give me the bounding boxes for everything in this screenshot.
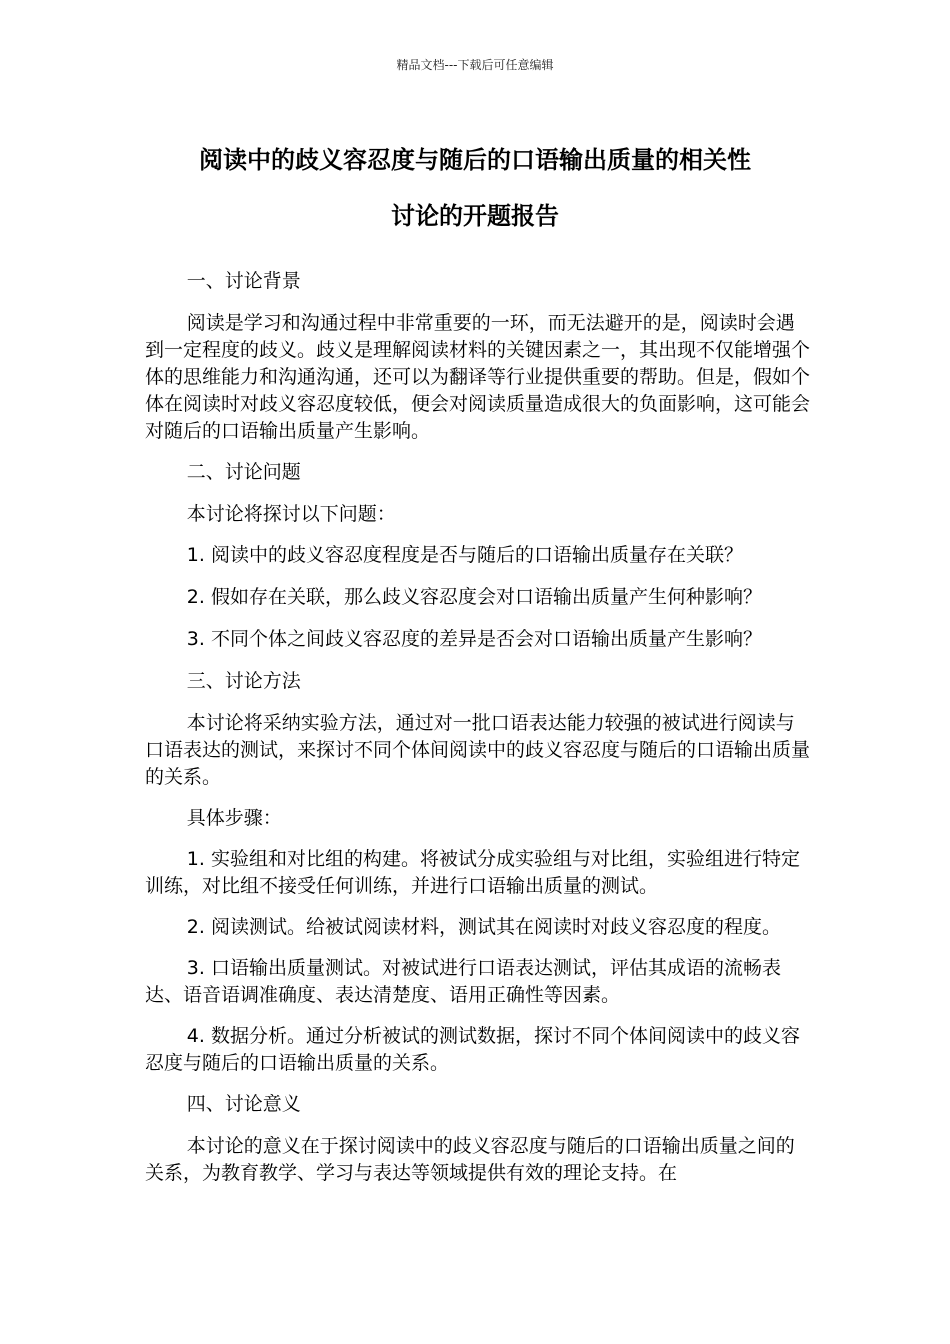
significance-paragraph: 本讨论的意义在于探讨阅读中的歧义容忍度与随后的口语输出质量之间的关系，为教育教学、学习与表达等领域提供有效的理论支持。在 xyxy=(145,1135,795,1184)
section-heading-significance: 四、讨论意义 xyxy=(186,1093,301,1115)
title-line-2: 讨论的开题报告 xyxy=(391,202,559,230)
document-body xyxy=(145,268,810,1201)
question-item: 3. 不同个体之间歧义容忍度的差异是否会对口语输出质量产生影响？ xyxy=(186,628,762,650)
methods-paragraph: 本讨论将采纳实验方法，通过对一批口语表达能力较强的被试进行阅读与口语表达的测试，来探讨不同个体间阅读中的歧义容忍度与随后的口语输出质量的关系。 xyxy=(145,712,811,788)
section-heading-questions: 二、讨论问题 xyxy=(186,461,301,483)
question-item: 1. 阅读中的歧义容忍度程度是否与随后的口语输出质量存在关联？ xyxy=(186,544,743,566)
step-item: 1. 实验组和对比组的构建。将被试分成实验组与对比组，实验组进行特定训练，对比组不接受任何训练，并进行口语输出质量的测试。 xyxy=(145,848,800,897)
header-note: 精品文档---下载后可任意编辑 xyxy=(396,58,554,72)
step-item: 2. 阅读测试。给被试阅读材料，测试其在阅读时对歧义容忍度的程度。 xyxy=(186,916,781,938)
steps-label: 具体步骤： xyxy=(186,807,282,829)
section-heading-background: 一、讨论背景 xyxy=(186,270,301,292)
step-item: 3. 口语输出质量测试。对被试进行口语表达测试，评估其成语的流畅表达、语音语调准确度、表达清楚度、语用正确性等因素。 xyxy=(145,957,781,1006)
step-item: 4. 数据分析。通过分析被试的测试数据，探讨不同个体间阅读中的歧义容忍度与随后的口语输出质量的关系。 xyxy=(145,1025,800,1074)
background-paragraph: 阅读是学习和沟通过程中非常重要的一环，而无法避开的是，阅读时会遇到一定程度的歧义。歧义是理解阅读材料的关键因素之一，其出现不仅能增强个体的思维能力和沟通沟通，还可以为翻译等行业提供重要的帮助。但是，假如个体在阅读时对歧义容忍度较低，便会对阅读质量造成很大的负面影响，这可能会对随后的口语输出质量产生影响。 xyxy=(145,312,811,442)
section-heading-methods: 三、讨论方法 xyxy=(186,670,301,692)
question-item: 2. 假如存在关联，那么歧义容忍度会对口语输出质量产生何种影响？ xyxy=(186,586,762,608)
document-title xyxy=(130,132,820,244)
title-line-1: 阅读中的歧义容忍度与随后的口语输出质量的相关性 xyxy=(199,146,751,174)
questions-intro: 本讨论将探讨以下问题： xyxy=(186,503,396,525)
